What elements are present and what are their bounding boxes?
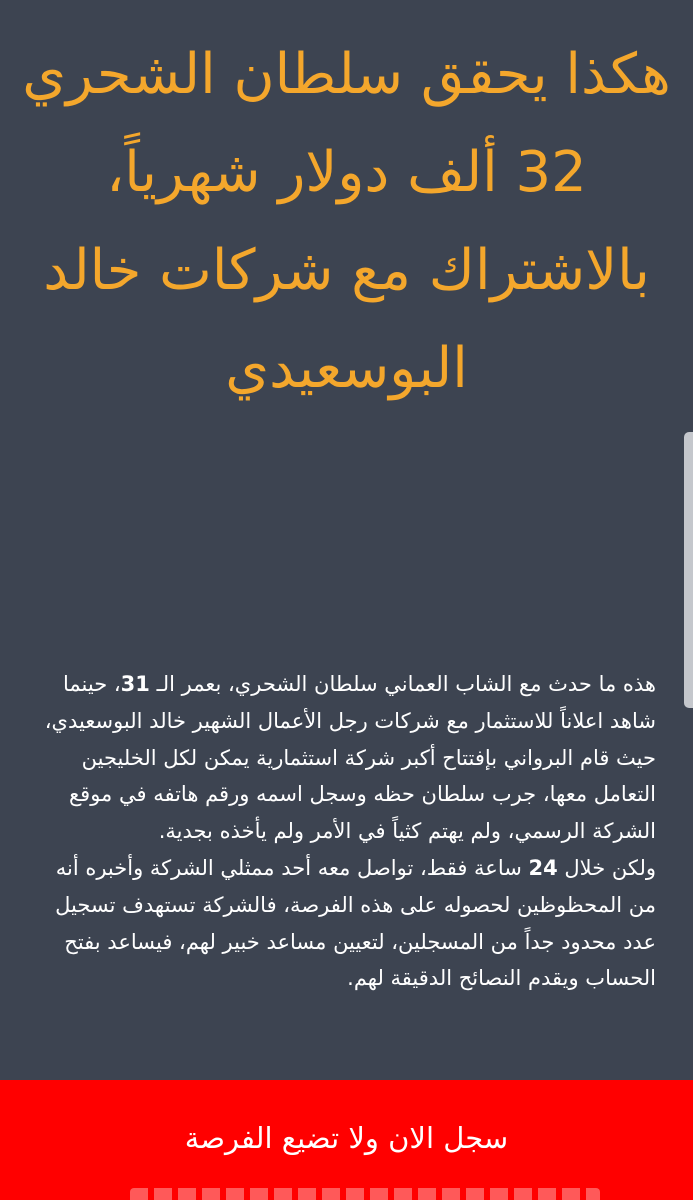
age-number: 31 <box>120 672 150 696</box>
hours-number: 24 <box>528 855 558 880</box>
article-paragraph <box>26 850 656 997</box>
article-headline: هكذا يحقق سلطان الشحري 32 ألف دولار شهرياً، بالاشتراك مع شركات خالد البوسعيدي <box>22 42 671 401</box>
register-now-label: سجل الان ولا تضيع الفرصة <box>184 1121 509 1155</box>
scrollbar-thumb[interactable] <box>684 432 693 708</box>
article-paragraph <box>26 666 656 850</box>
article-body <box>26 666 656 997</box>
paragraph-text: هذه ما حدث مع الشاب العماني سلطان الشحري، بعمر الـ <box>149 672 656 696</box>
register-now-button[interactable] <box>0 1080 693 1200</box>
paragraph-text: ساعة فقط، تواصل معه أحد ممثلي الشركة وأخبره أنه من المحظوظين لحصوله على هذه الفرصة، فالشركة تستهدف تسجيل عدد محدود جداً من المسجلين، لتعيين مساعد خبير لهم، فيساعد بفتح الحساب ويقدم النصائح الدقيقة لهم. <box>55 855 656 991</box>
paragraph-text: ولكن خلال <box>557 855 656 880</box>
paragraph-text: ، حينما شاهد اعلاناً للاستثمار مع شركات رجل الأعمال الشهير خالد البوسعيدي، حيث قام البرواني بإفتتاح أكبر شركة استثمارية يمكن لكل الخليجين التعامل معها، جرب سلطان حظه وسجل اسمه ورقم هاتفه في موقع الشركة الرسمي، ولم يهتم كثياً في الأمر ولم يأخذه بجدية. <box>44 672 656 844</box>
cut-off-text-line <box>130 1188 600 1200</box>
